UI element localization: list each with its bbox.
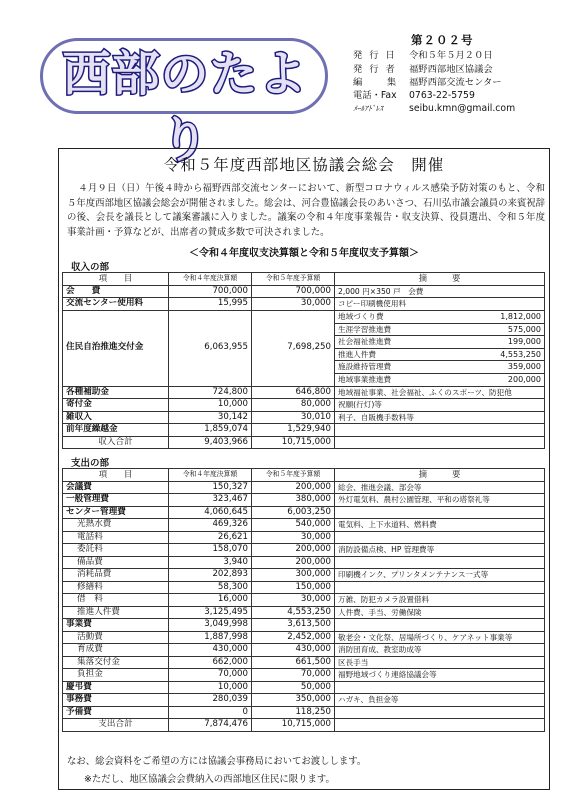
breakdown-row (335, 323, 544, 336)
row-settled-amount: 700,000 (169, 285, 252, 298)
row-budget-amount: 700,000 (252, 285, 335, 298)
row-note: 人件費、手当、労働保険 (335, 606, 545, 619)
info-row: 編 集 福野西部交流センター (353, 76, 502, 88)
row-item-name: 住民自治推進交付金 (63, 310, 169, 386)
row-budget-amount: 2,452,000 (252, 631, 335, 644)
issue-number: 第２０２号 (411, 33, 474, 47)
table-row-grant (63, 310, 545, 386)
row-note (335, 424, 545, 437)
row-settled-amount: 4,060,645 (169, 506, 252, 519)
row-item-name: センター管理費 (63, 506, 169, 519)
row-budget-amount: 1,529,940 (252, 424, 335, 437)
row-item-name: 推進人件費 (63, 606, 169, 619)
table-row (63, 519, 545, 532)
table-row (63, 411, 545, 424)
row-settled-amount: 16,000 (169, 594, 252, 607)
total-budget-amount: 10,715,000 (252, 719, 335, 732)
newsletter-title: 西部のたより (62, 46, 308, 168)
breakdown-amount: 1,812,000 (449, 311, 544, 324)
header-budget: 令和５年度予算額 (252, 273, 335, 286)
row-settled-amount: 3,940 (169, 556, 252, 569)
breakdown-row (335, 311, 544, 324)
row-budget-amount: 80,000 (252, 399, 335, 412)
row-item-name: 備品費 (63, 556, 169, 569)
row-budget-amount: 30,000 (252, 531, 335, 544)
row-budget-amount: 3,613,500 (252, 619, 335, 632)
row-settled-amount: 58,300 (169, 581, 252, 594)
header-settled: 令和４年度決算額 (169, 273, 252, 286)
row-note: 祝願(行灯)等 (335, 399, 545, 412)
row-note: 地域福祉事業、社会福祉、ふくのスポーツ、防犯他 (335, 386, 545, 399)
row-budget-amount: 646,800 (252, 386, 335, 399)
row-settled-amount: 724,800 (169, 386, 252, 399)
row-note: 利子、自販機手数料等 (335, 411, 545, 424)
row-note: 外灯電気料、農村公園管理、平和の塔祭礼等 (335, 494, 545, 507)
total-note (335, 719, 545, 732)
row-settled-amount: 1,887,998 (169, 631, 252, 644)
expense-table (62, 468, 545, 732)
footer-note-restriction: ※ただし、地区協議会会費納入の西部地区住民に限ります。 (84, 774, 335, 785)
breakdown-row (335, 373, 544, 386)
masthead-logo (40, 34, 330, 168)
row-note: 印刷機インク、プリンタメンテナンス一式等 (335, 569, 545, 582)
header-item: 項 目 (63, 273, 169, 286)
row-item-name: 活動費 (63, 631, 169, 644)
breakdown-item: 地域事業推進費 (338, 374, 392, 384)
table-row (63, 644, 545, 657)
breakdown-item: 推進人件費 (335, 348, 449, 361)
table-row (63, 506, 545, 519)
row-item-name: 事務費 (63, 694, 169, 707)
table-header-row (63, 273, 545, 286)
row-item-name: 光熱水費 (63, 519, 169, 532)
row-note: 電気料、上下水道料、燃料費 (335, 519, 545, 532)
table-row (63, 481, 545, 494)
breakdown-amount: 575,000 (449, 323, 544, 336)
row-item-name: 予備費 (63, 706, 169, 719)
table-total-row (63, 719, 545, 732)
table-row (63, 681, 545, 694)
row-budget-amount: 50,000 (252, 681, 335, 694)
row-settled-amount: 1,859,074 (169, 424, 252, 437)
row-note: 消防団育成、教室助成等 (335, 644, 545, 657)
table-row (63, 669, 545, 682)
row-note: 万雑、防犯カメラ設置借料 (335, 594, 545, 607)
row-item-name: 慶弔費 (63, 681, 169, 694)
breakdown-item: 施設維持管理費 (335, 361, 449, 374)
info-row: 発 行 日 令和５年５月２０日 (353, 50, 493, 62)
row-item-name: 交流センター使用料 (63, 298, 169, 311)
row-settled-amount: 15,995 (169, 298, 252, 311)
row-item-name: 雑収入 (63, 411, 169, 424)
info-row: 発 行 者 福野西部地区協議会 (353, 63, 493, 75)
row-note: 福野地域づくり連絡協議会等 (335, 669, 545, 682)
row-note: 2,000 円×350 戸 会費 (335, 285, 545, 298)
row-budget-amount: 150,000 (252, 581, 335, 594)
breakdown-amount: 199,000 (449, 336, 544, 349)
row-note (335, 619, 545, 632)
row-note (335, 706, 545, 719)
row-settled-amount: 6,063,955 (169, 310, 252, 386)
table-row (63, 619, 545, 632)
table-total-row (63, 436, 545, 449)
row-item-name: 委託料 (63, 544, 169, 557)
table-row (63, 694, 545, 707)
article-headline: 令和５年度西部地区協議会総会 開催 (163, 156, 445, 174)
header-note: 摘 要 (335, 469, 545, 482)
table-row (63, 656, 545, 669)
total-label: 支出合計 (63, 719, 169, 732)
row-budget-amount: 30,010 (252, 411, 335, 424)
row-item-name: 各種補助金 (63, 386, 169, 399)
row-note: コピー印刷機使用料 (335, 298, 545, 311)
breakdown-row (335, 361, 544, 374)
header-item: 項 目 (63, 469, 169, 482)
row-settled-amount: 10,000 (169, 681, 252, 694)
row-item-name: 事業費 (63, 619, 169, 632)
table-row (63, 706, 545, 719)
breakdown-item: 社会福祉推進費 (335, 336, 449, 349)
income-section-label: 収入の部 (71, 262, 110, 273)
grant-breakdown-table (335, 311, 544, 386)
row-settled-amount: 323,467 (169, 494, 252, 507)
row-settled-amount: 10,000 (169, 399, 252, 412)
row-note (335, 531, 545, 544)
table-row (63, 531, 545, 544)
article-intro: ４月９日（日）午後４時から福野西部交流センターにおいて、新型コロナウィルス感染予防対策のもと、令和５年度西部地区協議会総会が開催されました。総会は、河合豊協議会長のあいさつ、石川弘市議会議員の来賓祝辞の後、会長を議長として議案審議に入りました。議案の令和４年度事業報告・収支決算、役員選出、令和５年度事業計画・予算などが、出席者の賛成多数で可決されました。 (67, 183, 545, 238)
row-settled-amount: 0 (169, 706, 252, 719)
row-note: 区長手当 (335, 656, 545, 669)
row-item-name: 負担金 (63, 669, 169, 682)
row-item-name: 会議費 (63, 481, 169, 494)
row-budget-amount: 200,000 (252, 481, 335, 494)
total-settled-amount: 9,403,966 (169, 436, 252, 449)
row-settled-amount: 70,000 (169, 669, 252, 682)
row-settled-amount: 280,039 (169, 694, 252, 707)
footer-note: なお、総会資料をご希望の方には協議会事務局においてお渡しします。 (67, 756, 367, 767)
row-budget-amount: 30,000 (252, 594, 335, 607)
row-note (335, 681, 545, 694)
row-note: 敬老会・文化祭、居場所づくり、ケアネット事業等 (335, 631, 545, 644)
info-row: 電話・Fax 0763-22-5759 (353, 90, 475, 102)
row-item-name: 電話料 (63, 531, 169, 544)
expense-section-label: 支出の部 (71, 458, 110, 469)
row-note (335, 506, 545, 519)
row-item-name: 借 料 (63, 594, 169, 607)
table-subhead: ＜令和４年度収支決算額と令和５年度収支予算額＞ (189, 248, 419, 259)
table-row (63, 285, 545, 298)
breakdown-amount: 200,000 (507, 374, 541, 384)
row-settled-amount: 202,893 (169, 569, 252, 582)
breakdown-amount: 4,553,250 (449, 348, 544, 361)
row-settled-amount: 469,326 (169, 519, 252, 532)
table-row (63, 606, 545, 619)
table-row (63, 386, 545, 399)
row-budget-amount: 200,000 (252, 556, 335, 569)
breakdown-item: 地域づくり費 (335, 311, 449, 324)
row-settled-amount: 26,621 (169, 531, 252, 544)
row-budget-amount: 30,000 (252, 298, 335, 311)
row-budget-amount: 200,000 (252, 544, 335, 557)
table-row (63, 424, 545, 437)
row-budget-amount: 118,250 (252, 706, 335, 719)
row-settled-amount: 30,142 (169, 411, 252, 424)
article-frame (58, 148, 550, 790)
row-budget-amount: 7,698,250 (252, 310, 335, 386)
grant-breakdown (335, 310, 545, 386)
row-note (335, 581, 545, 594)
row-item-name: 修繕料 (63, 581, 169, 594)
row-budget-amount: 380,000 (252, 494, 335, 507)
row-note: 消防設備点検、HP 管理費等 (335, 544, 545, 557)
table-header-row (63, 469, 545, 482)
table-row (63, 298, 545, 311)
header-note: 摘 要 (335, 273, 545, 286)
breakdown-row (335, 348, 544, 361)
income-table (62, 272, 545, 449)
row-budget-amount: 4,553,250 (252, 606, 335, 619)
row-item-name: 育成費 (63, 644, 169, 657)
row-budget-amount: 540,000 (252, 519, 335, 532)
row-budget-amount: 430,000 (252, 644, 335, 657)
breakdown-amount: 359,000 (449, 361, 544, 374)
breakdown-item: 生涯学習推進費 (335, 323, 449, 336)
row-budget-amount: 661,500 (252, 656, 335, 669)
row-item-name: 一般管理費 (63, 494, 169, 507)
row-budget-amount: 350,000 (252, 694, 335, 707)
total-settled-amount: 7,874,476 (169, 719, 252, 732)
email-address: seibu.kmn@gmail.com (409, 103, 516, 115)
row-item-name: 寄付金 (63, 399, 169, 412)
total-budget-amount: 10,715,000 (252, 436, 335, 449)
row-budget-amount: 6,003,250 (252, 506, 335, 519)
row-note (335, 556, 545, 569)
row-budget-amount: 70,000 (252, 669, 335, 682)
row-item-name: 集落交付金 (63, 656, 169, 669)
total-label: 収入合計 (63, 436, 169, 449)
header-settled: 令和４年度決算額 (169, 469, 252, 482)
publication-info (353, 34, 553, 116)
row-item-name: 消耗品費 (63, 569, 169, 582)
row-settled-amount: 158,070 (169, 544, 252, 557)
table-row (63, 581, 545, 594)
total-note (335, 436, 545, 449)
row-note: ハガキ、負担金等 (335, 694, 545, 707)
row-settled-amount: 3,049,998 (169, 619, 252, 632)
row-budget-amount: 300,000 (252, 569, 335, 582)
row-settled-amount: 430,000 (169, 644, 252, 657)
table-row (63, 399, 545, 412)
row-note: 総会、推進会議、部会等 (335, 481, 545, 494)
row-settled-amount: 3,125,495 (169, 606, 252, 619)
header-budget: 令和５年度予算額 (252, 469, 335, 482)
table-row (63, 594, 545, 607)
table-row (63, 494, 545, 507)
info-row-email: ﾒｰﾙｱﾄﾞﾚｽ seibu.kmn@gmail.com (353, 102, 553, 115)
row-settled-amount: 150,327 (169, 481, 252, 494)
table-row (63, 556, 545, 569)
breakdown-row (335, 336, 544, 349)
table-row (63, 569, 545, 582)
table-row (63, 631, 545, 644)
row-settled-amount: 662,000 (169, 656, 252, 669)
row-item-name: 前年度繰越金 (63, 424, 169, 437)
table-row (63, 544, 545, 557)
row-item-name: 会 費 (63, 285, 169, 298)
